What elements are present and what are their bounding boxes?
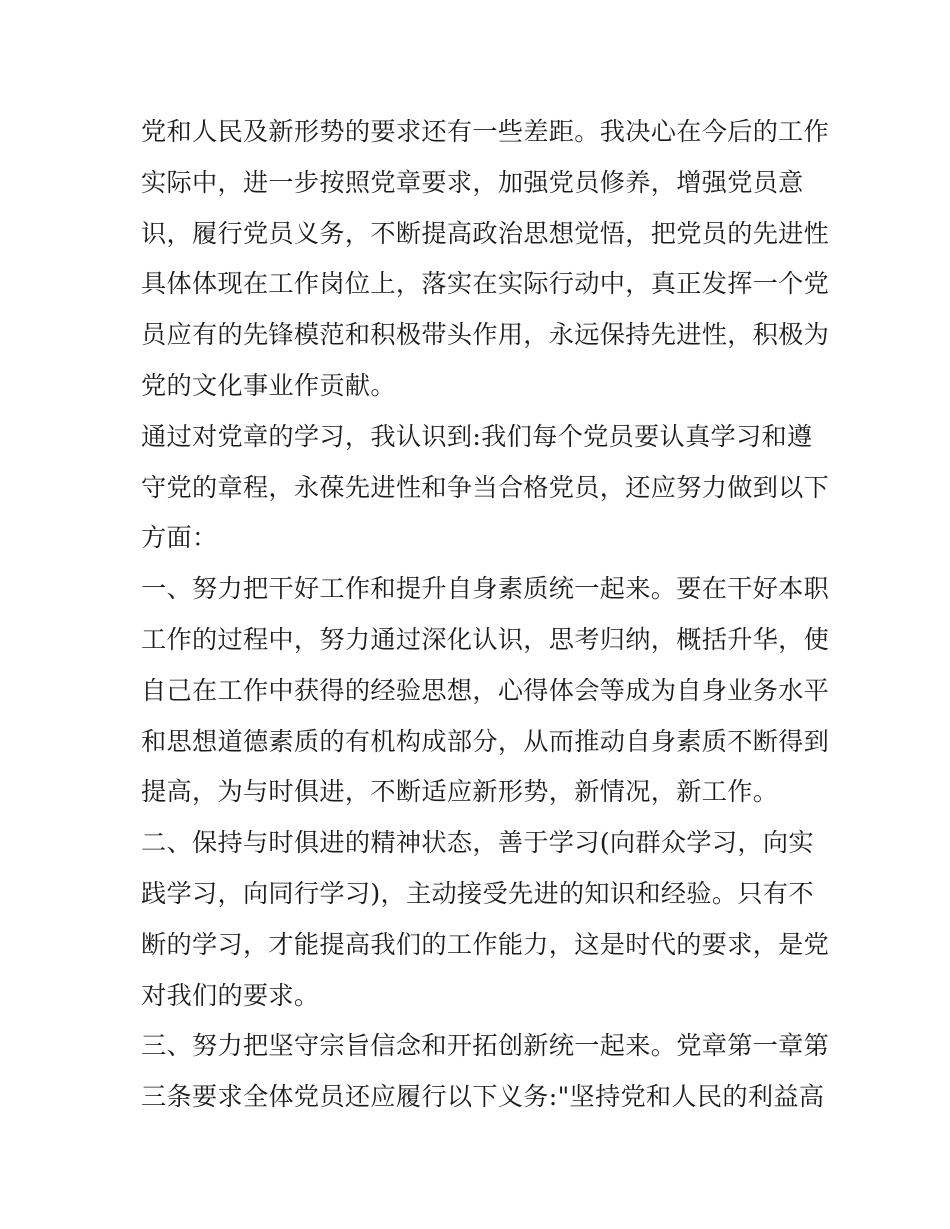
text-line: 提高，为与时俱进，不断适应新形势，新情况，新工作。	[141, 777, 779, 807]
text-line: 一、努力把干好工作和提升自身素质统一起来。要在干好本职	[141, 574, 830, 604]
text-line: 对我们的要求。	[141, 980, 320, 1010]
text-line: 党和人民及新形势的要求还有一些差距。我决心在今后的工作	[141, 117, 830, 146]
text-line: 和思想道德素质的有机构成部分，从而推动自身素质不断得到	[141, 726, 830, 756]
text-line: 党的文化事业作贡献。	[141, 370, 396, 400]
text-line: 二、保持与时俱进的精神状态，善于学习(向群众学习，向实	[141, 828, 814, 858]
document-body-text	[141, 107, 831, 1123]
text-line: 通过对党章的学习，我认识到:我们每个党员要认真学习和遵	[141, 421, 813, 451]
text-line: 方面：	[141, 523, 218, 553]
text-line: 识，履行党员义务，不断提高政治思想觉悟，把党员的先进性	[141, 218, 830, 248]
text-line: 工作的过程中，努力通过深化认识，思考归纳，概括升华，使	[141, 624, 830, 654]
text-line: 员应有的先锋模范和积极带头作用，永远保持先进性，积极为	[141, 320, 830, 350]
text-line: 三条要求全体党员还应履行以下义务:"坚持党和人民的利益高	[141, 1082, 825, 1112]
text-line: 具体体现在工作岗位上，落实在实际行动中，真正发挥一个党	[141, 269, 830, 299]
text-line: 三、努力把坚守宗旨信念和开拓创新统一起来。党章第一章第	[141, 1031, 830, 1061]
text-line: 断的学习，才能提高我们的工作能力，这是时代的要求，是党	[141, 929, 830, 959]
text-line: 自己在工作中获得的经验思想，心得体会等成为自身业务水平	[141, 675, 830, 705]
text-line: 实际中，进一步按照党章要求，加强党员修养，增强党员意	[141, 167, 804, 197]
text-line: 践学习，向同行学习)，主动接受先进的知识和经验。只有不	[141, 878, 814, 908]
text-line: 守党的章程，永葆先进性和争当合格党员，还应努力做到以下	[141, 472, 830, 502]
